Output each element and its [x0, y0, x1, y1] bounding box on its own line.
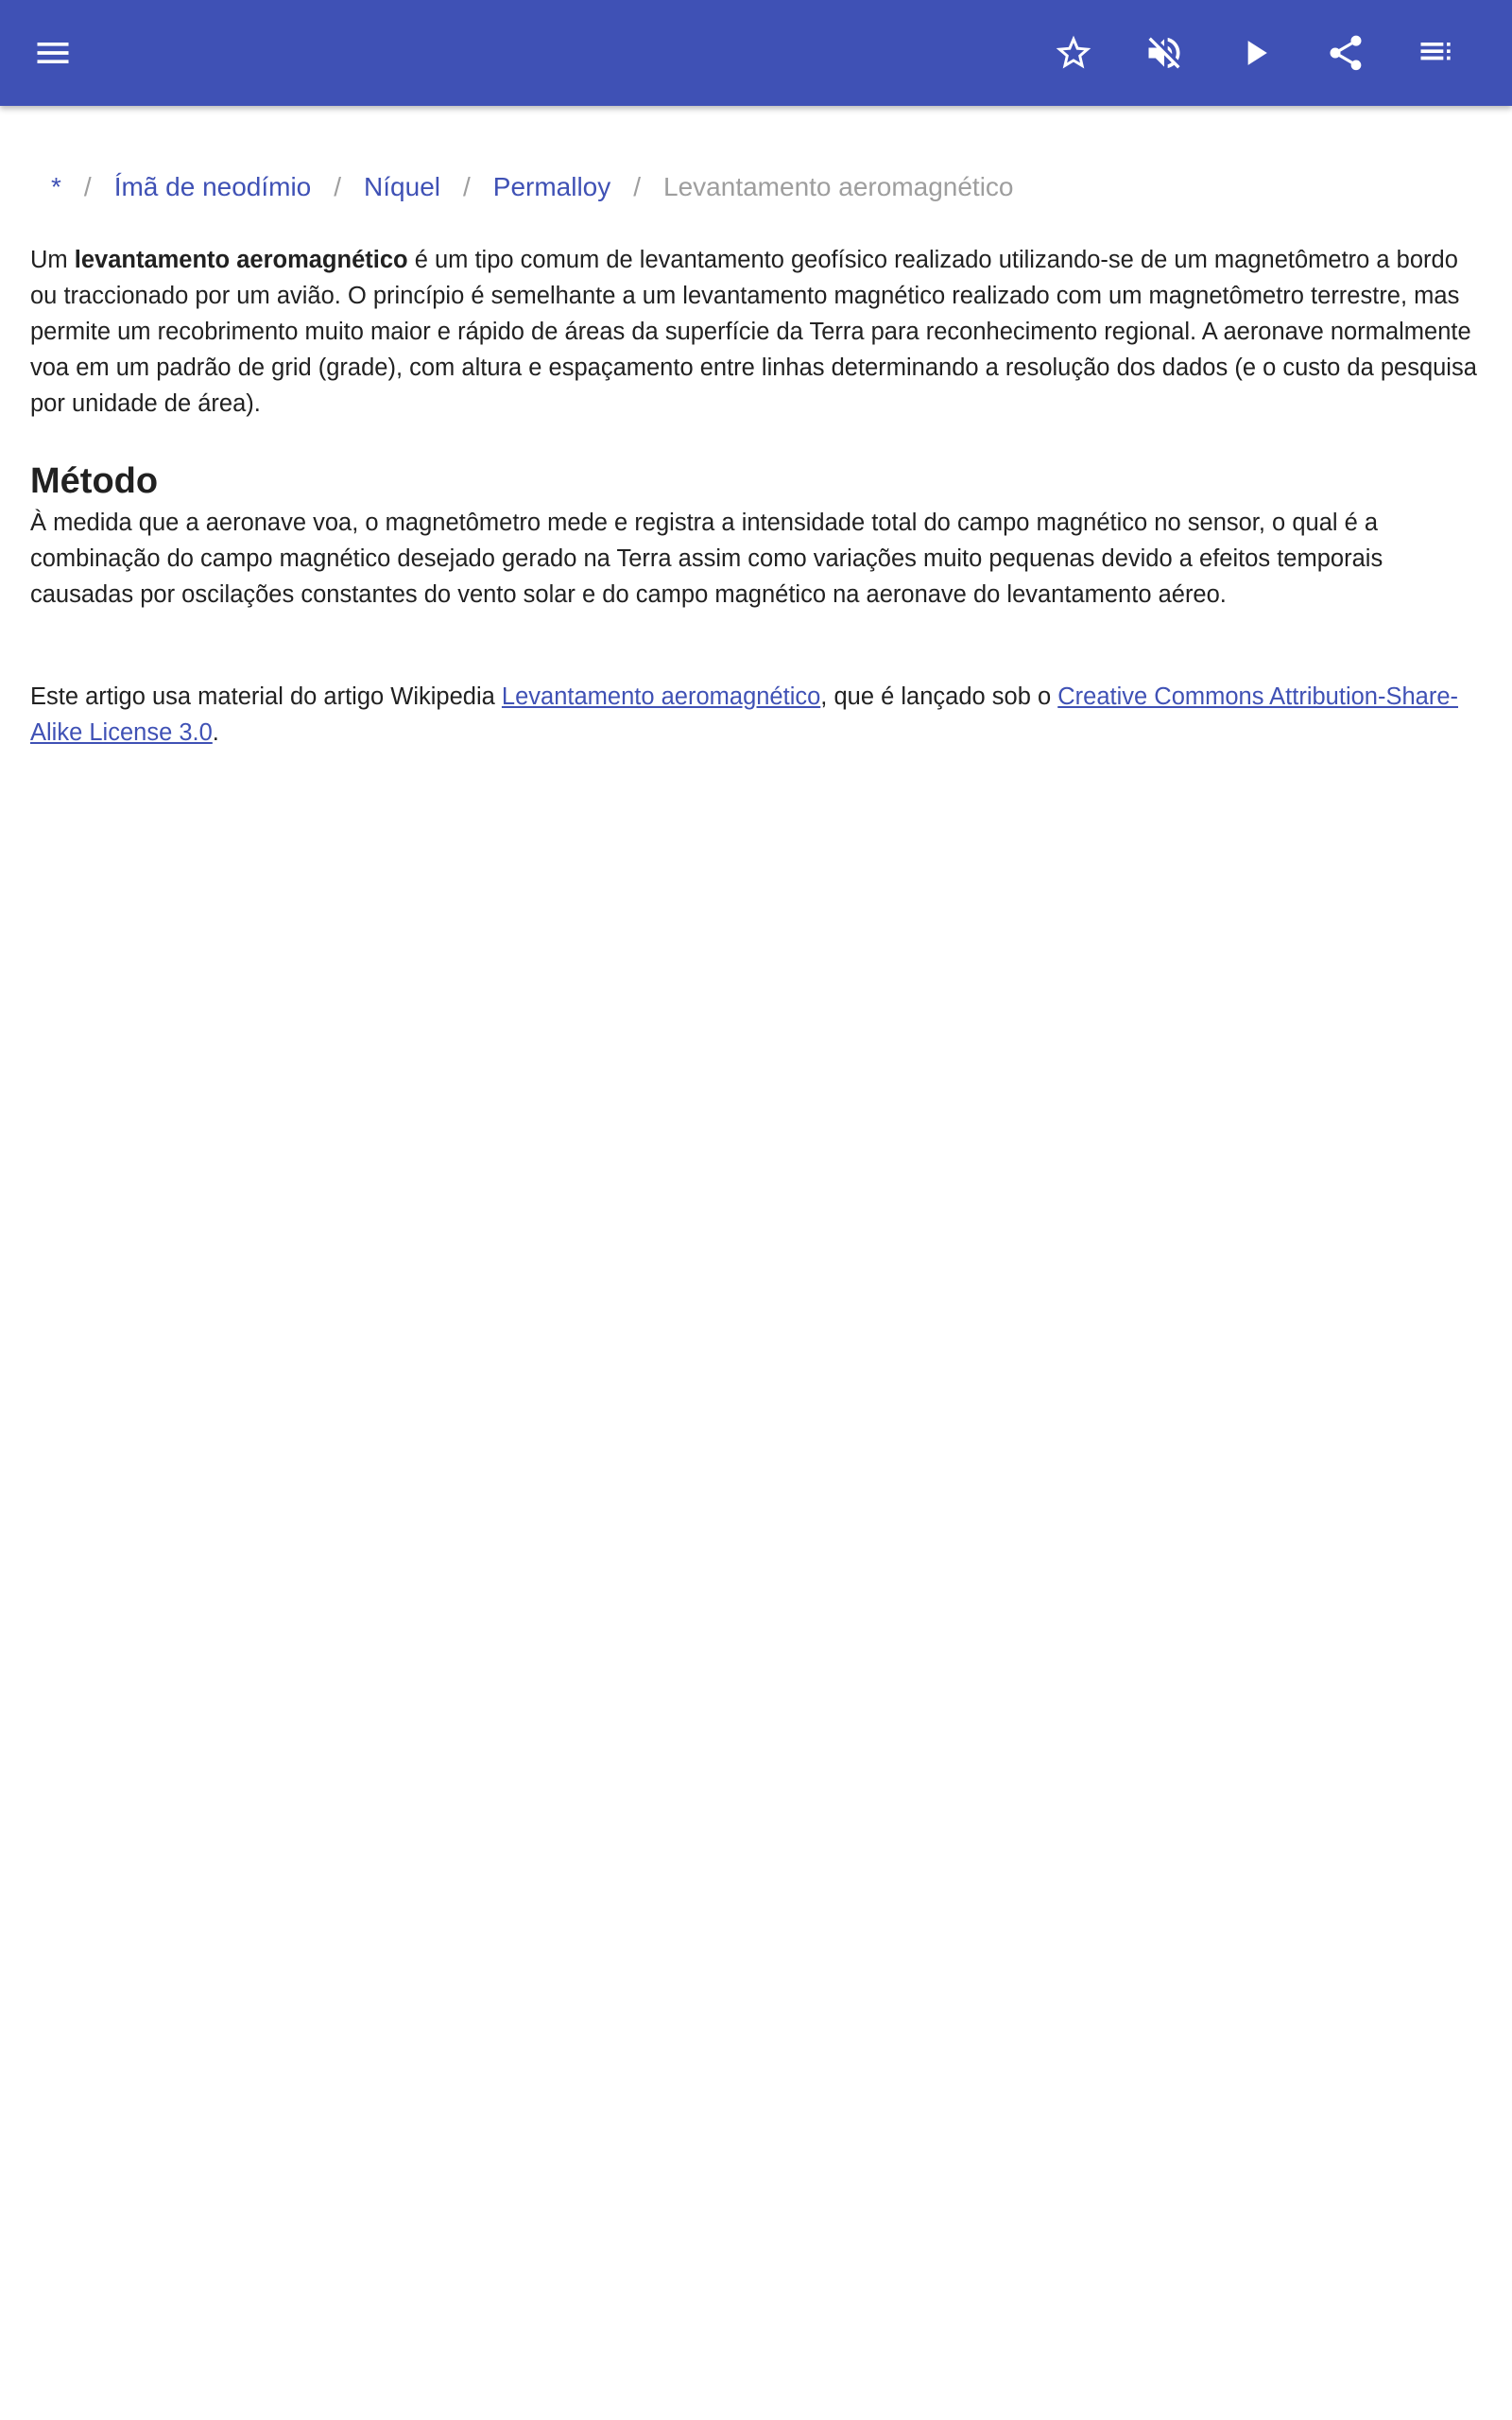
bookmark-button[interactable] [1041, 21, 1106, 85]
wikipedia-article-link[interactable]: Levantamento aeromagnético [501, 683, 821, 710]
volume-off-icon [1143, 32, 1185, 74]
breadcrumb-separator: / [334, 172, 342, 201]
intro-prefix: Um [30, 247, 75, 273]
menu-icon [32, 32, 74, 74]
breadcrumb-separator: / [83, 172, 92, 201]
method-paragraph: À medida que a aeronave voa, o magnetômetro mede e registra a intensidade total do campo magnético no sensor, o qual é a combinação do campo magnético desejado gerado na Terra assim como variações muito pequenas devido a efeitos temporais causadas por oscilações constantes do vento solar e do campo magnético na aeronave do levantamento aéreo. [30, 510, 1383, 608]
attribution-prefix: Este artigo usa material do artigo Wikipedia [30, 683, 502, 710]
attribution-suffix: . [212, 719, 219, 746]
breadcrumb-separator: / [462, 172, 471, 201]
app-bar [0, 0, 1512, 106]
play-icon [1234, 32, 1276, 74]
share-icon [1325, 32, 1366, 74]
playlist-icon [1416, 32, 1457, 74]
intro-paragraph [30, 242, 1482, 422]
mute-button[interactable] [1132, 21, 1196, 85]
menu-button[interactable] [21, 21, 85, 85]
play-button[interactable] [1223, 21, 1287, 85]
breadcrumb-item-home[interactable]: * [51, 172, 61, 201]
breadcrumb-item-permalloy[interactable]: Permalloy [492, 172, 611, 201]
breadcrumb-item-ima-de-neodimio[interactable]: Ímã de neodímio [113, 172, 312, 201]
license-link[interactable]: Creative Commons Attribution-Share-Alike License 3.0 [30, 683, 1459, 746]
attribution-middle: , que é lançado sob o [820, 683, 1058, 710]
intro-term: levantamento aeromagnético [74, 247, 408, 273]
breadcrumb-item-niquel[interactable]: Níquel [364, 172, 440, 201]
breadcrumb-current: Levantamento aeromagnético [663, 172, 1014, 201]
breadcrumb [30, 161, 1482, 214]
section-heading-metodo: Método [30, 461, 159, 501]
share-button[interactable] [1314, 21, 1378, 85]
article-content [30, 161, 1482, 751]
star-outline-icon [1053, 32, 1094, 74]
contents-button[interactable] [1404, 21, 1469, 85]
attribution-paragraph [30, 679, 1482, 751]
breadcrumb-separator: / [633, 172, 642, 201]
intro-text: é um tipo comum de levantamento geofísico realizado utilizando-se de um magnetômetro a bordo ou traccionado por um avião. O princípio é semelhante a um levantamento magnético realizado com um magnetômetro terrestre, mas permite um recobrimento muito maior e rápido de áreas da superfície da Terra para reconhecimento regional. A aeronave normalmente voa em um padrão de grid (grade), com altura e espaçamento entre linhas determinando a resolução dos dados (e o custo da pesquisa por unidade de área). [30, 247, 1477, 417]
